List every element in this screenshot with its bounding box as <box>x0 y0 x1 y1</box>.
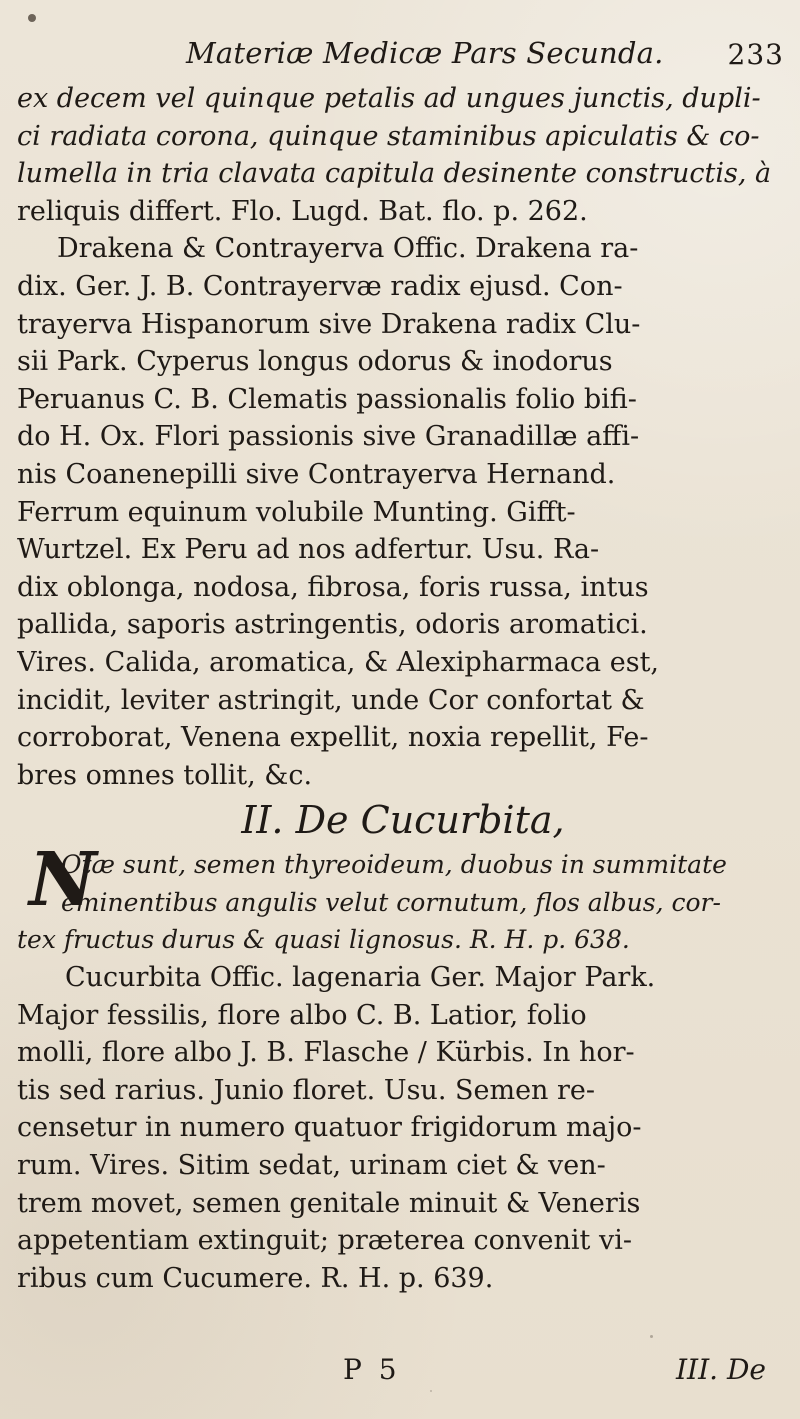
text-line: reliquis differt. Flo. Lugd. Bat. flo. p. 262. <box>17 195 588 227</box>
notes-block <box>17 837 789 959</box>
text-line: ci radiata corona, quinque staminibus apiculatis & co- <box>17 120 760 152</box>
signature-mark: P 5 <box>343 1353 401 1386</box>
text-line: pallida, saporis astringentis, odoris aromatici. <box>17 609 648 641</box>
text-line: lumella in tria clavata capitula desinente constructis, à <box>17 158 772 190</box>
text-line: nis Coanenepilli sive Contrayerva Hernand. <box>17 458 616 490</box>
catchword: III. De <box>675 1353 766 1386</box>
text-line: censetur in numero quatuor frigidorum majo- <box>17 1112 642 1144</box>
ink-speck <box>28 14 36 22</box>
page-number: 233 <box>727 38 784 71</box>
section-title: II. De Cucurbita, <box>241 798 565 843</box>
text-line: ex decem vel quinque petalis ad ungues junctis, dupli- <box>17 83 761 114</box>
text-line: Wurtzel. Ex Peru ad nos adfertur. Usu. Ra- <box>17 534 600 566</box>
body-text <box>17 80 789 1297</box>
notes-line: eminentibus angulis velut cornutum, flos albus, cor- <box>61 887 721 917</box>
text-line: rum. Vires. Sitim sedat, urinam ciet & ven- <box>17 1150 606 1182</box>
text-line: appetentiam extinguit; præterea convenit vi- <box>17 1225 632 1257</box>
text-line: sii Park. Cyperus longus odorus & inodorus <box>17 346 613 378</box>
text-line: Major fessilis, flore albo C. B. Latior, folio <box>17 999 587 1031</box>
ink-speck <box>650 1335 653 1338</box>
text-line: corroborat, Venena expellit, noxia repellit, Fe- <box>17 722 649 754</box>
notes-line: Otæ sunt, semen thyreoideum, duobus in summitate <box>61 850 727 880</box>
text-line: tis sed rarius. Junio floret. Usu. Semen re- <box>17 1074 596 1106</box>
text-line: bres omnes tollit, &c. <box>17 759 313 791</box>
text-line: Cucurbita Offic. lagenaria Ger. Major Park. <box>65 962 656 994</box>
running-head: Materiæ Medicæ Pars Secunda. <box>186 36 664 70</box>
text-line: dix. Ger. J. B. Contrayervæ radix ejusd. Con- <box>17 270 623 302</box>
text-line: Peruanus C. B. Clematis passionalis folio bifi- <box>17 383 637 415</box>
text-line: Drakena & Contrayerva Offic. Drakena ra- <box>57 233 639 265</box>
text-line: trem movet, semen genitale minuit & Veneris <box>17 1187 641 1219</box>
text-line: dix oblonga, nodosa, fibrosa, foris russa, intus <box>17 571 649 603</box>
page-header <box>0 36 800 76</box>
text-line: do H. Ox. Flori passionis sive Granadillæ affi- <box>17 421 640 453</box>
text-line: incidit, leviter astringit, unde Cor confortat & <box>17 684 645 716</box>
text-line: trayerva Hispanorum sive Drakena radix Clu- <box>17 308 641 340</box>
notes-line: tex fructus durus & quasi lignosus. R. H. p. 638. <box>17 925 630 955</box>
page-footer <box>0 1353 800 1393</box>
text-line: ribus cum Cucumere. R. H. p. 639. <box>17 1262 494 1294</box>
drop-cap: N <box>29 837 97 924</box>
text-line: Vires. Calida, aromatica, & Alexipharmaca est, <box>17 646 660 678</box>
text-line: Ferrum equinum volubile Munting. Gifft- <box>17 496 576 528</box>
text-line: molli, flore albo J. B. Flasche / Kürbis. In hor- <box>17 1037 635 1069</box>
